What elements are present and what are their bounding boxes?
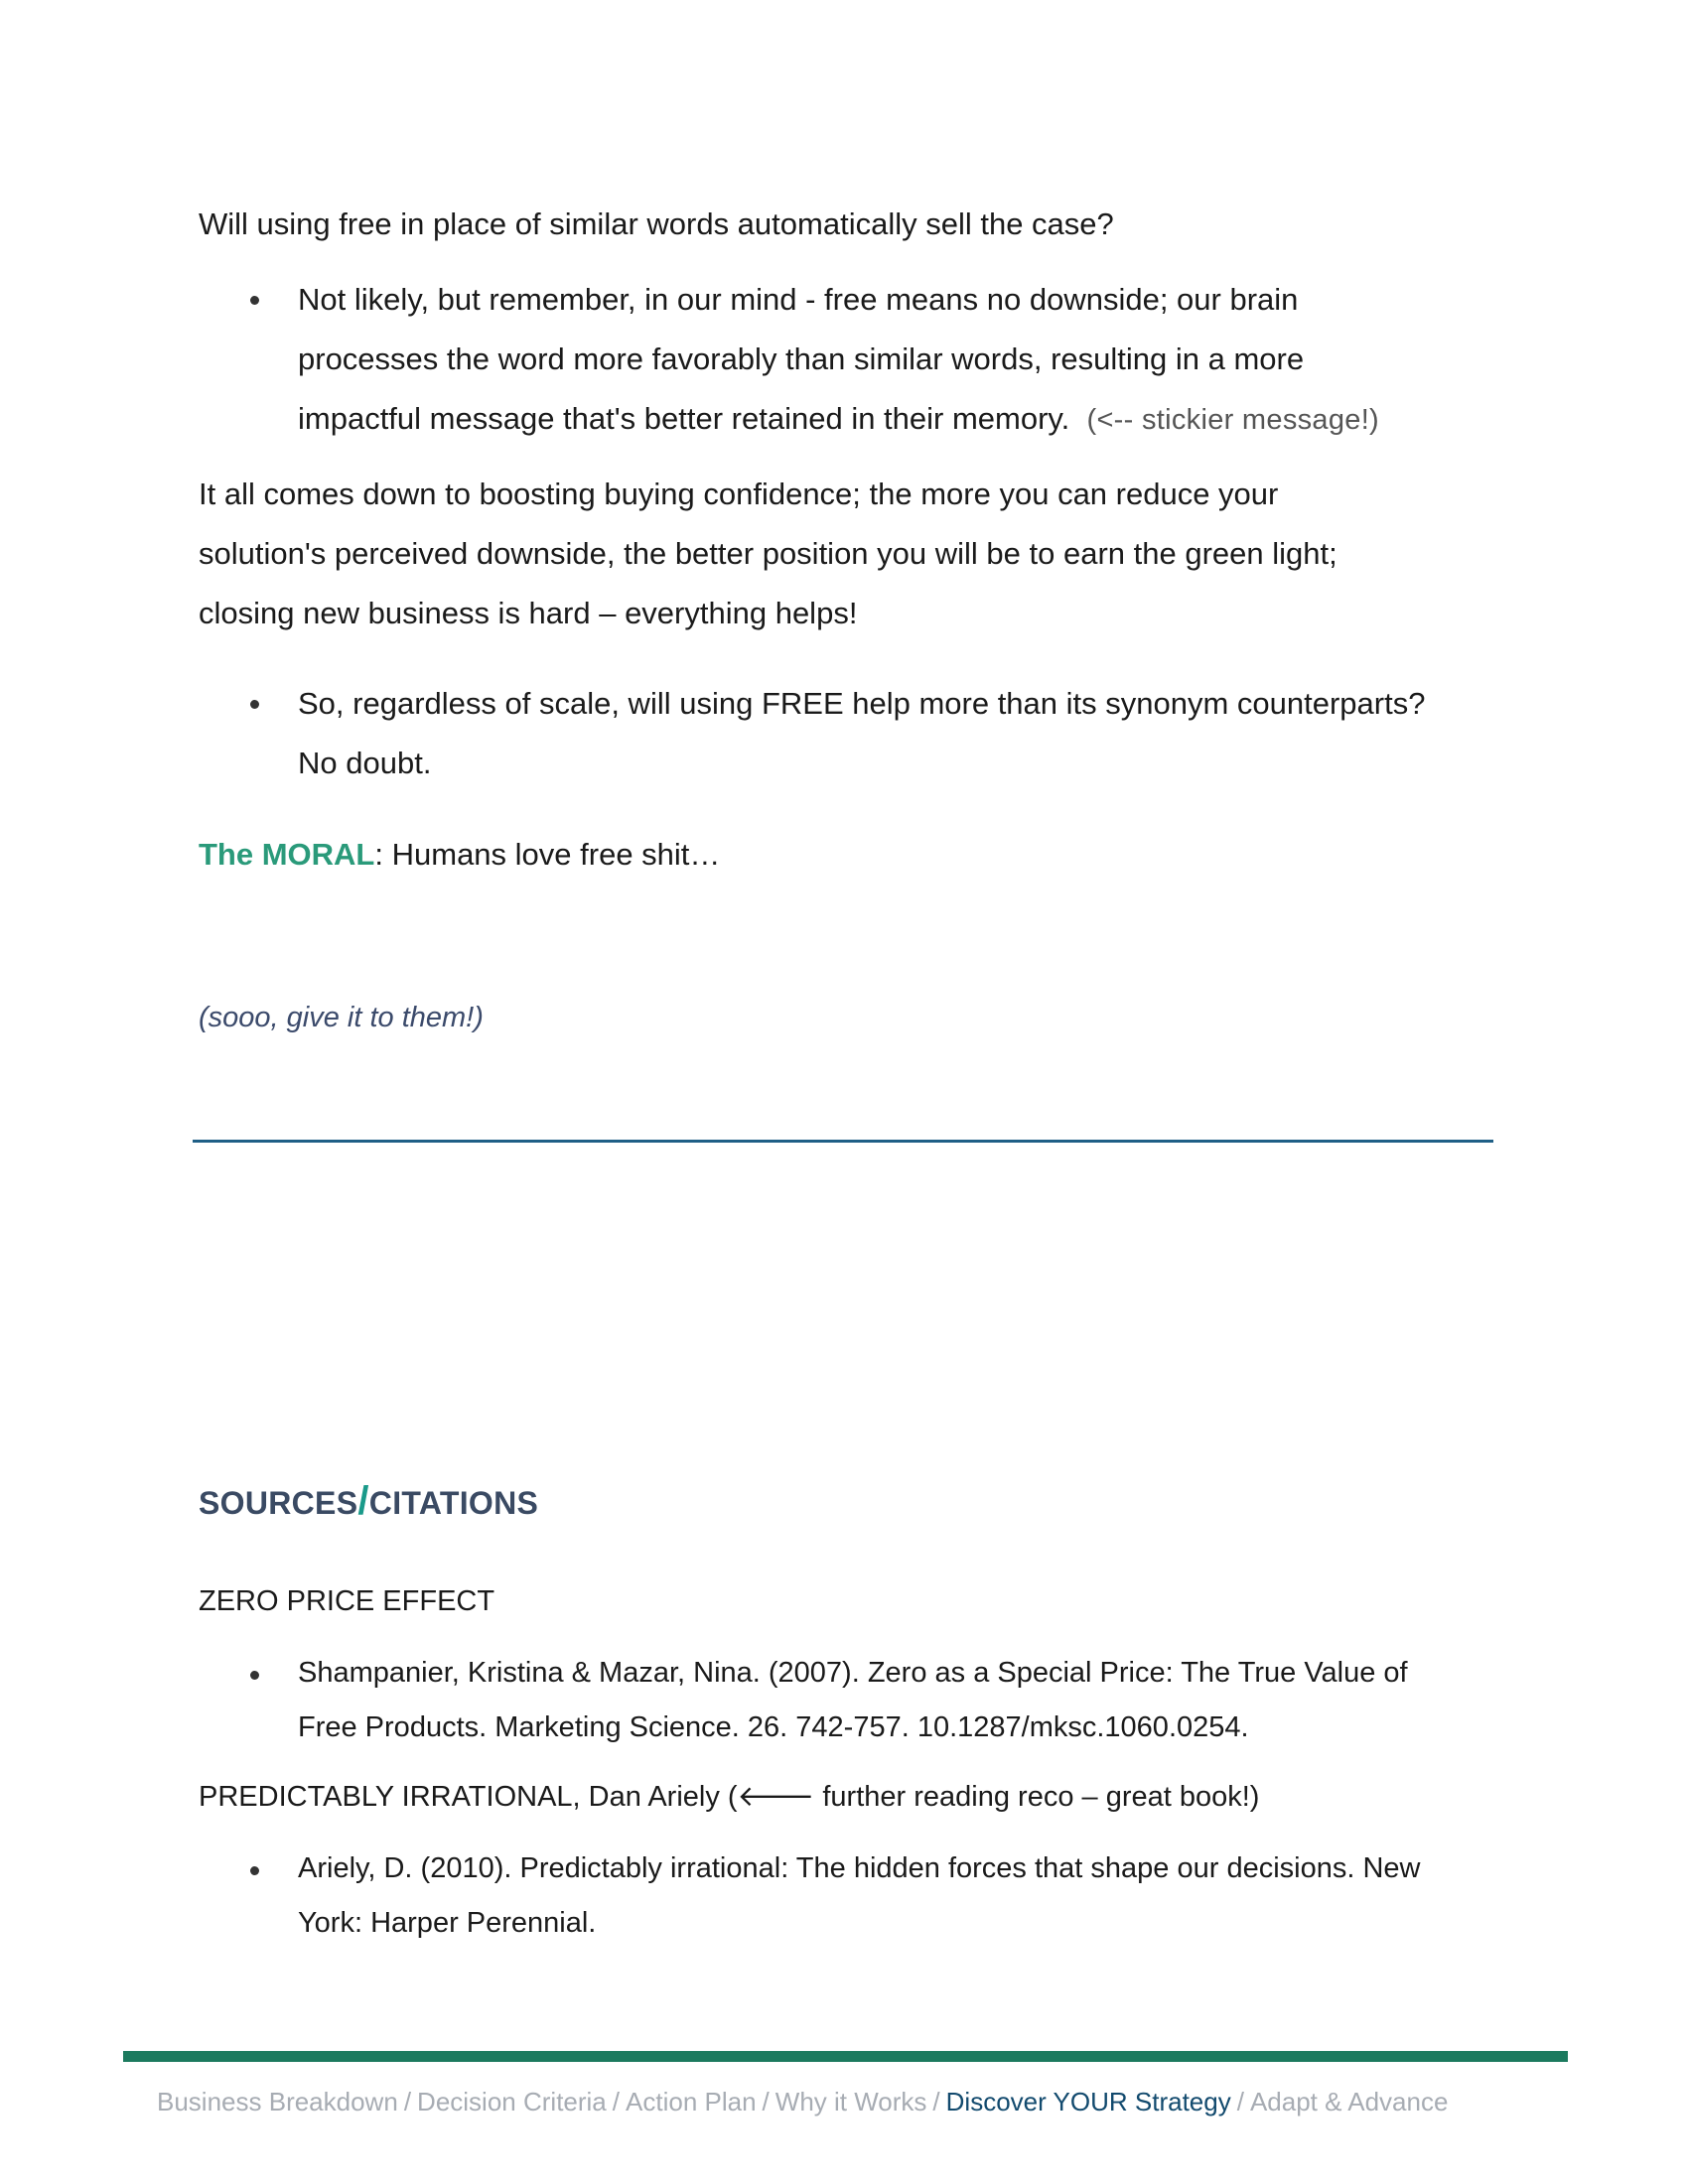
- footer-nav-discover-your-strategy[interactable]: Discover YOUR Strategy: [945, 2087, 1231, 2116]
- moral-text: Humans love free shit…: [383, 837, 721, 872]
- aside-note: (<-- stickier message!): [1086, 404, 1380, 436]
- paragraph-line: It all comes down to boosting buying confidence; the more you can reduce your: [199, 477, 1279, 511]
- moral-label: The MORAL: [199, 837, 375, 872]
- footer-nav-business-breakdown[interactable]: Business Breakdown: [157, 2087, 398, 2116]
- citation-bullet: [199, 1646, 1499, 1755]
- footer-nav-adapt-advance[interactable]: Adapt & Advance: [1249, 2087, 1449, 2116]
- bullet-line: [298, 389, 1499, 450]
- citation-line: Shampanier, Kristina & Mazar, Nina. (2007). Zero as a Special Price: The True Value of: [298, 1657, 1408, 1689]
- citation-line: York: Harper Perennial.: [298, 1907, 597, 1939]
- moral-line: [199, 825, 1499, 885]
- footer-nav-action-plan[interactable]: Action Plan: [626, 2087, 757, 2116]
- main-content: [199, 195, 1499, 1047]
- bullet-line: processes the word more favorably than similar words, resulting in a more: [298, 341, 1305, 376]
- bullet-icon: [250, 1671, 259, 1680]
- section-divider: [193, 1140, 1493, 1143]
- source-item: [199, 1574, 1499, 1755]
- sources-heading-left: SOURCES: [199, 1485, 358, 1521]
- breadcrumb-separator: /: [932, 2087, 940, 2116]
- bullet-item-free-help: [199, 674, 1499, 793]
- bullet-line: Not likely, but remember, in our mind - free means no downside; our brain: [298, 282, 1299, 317]
- bullet-item-free-meaning: [199, 270, 1499, 450]
- paragraph-line: solution's perceived downside, the better position you will be to earn the green light;: [199, 536, 1337, 571]
- sources-heading: [199, 1479, 538, 1524]
- footer-rule: [123, 2051, 1568, 2062]
- moral-colon: :: [374, 837, 383, 872]
- question-text: Will using free in place of similar words automatically sell the case?: [199, 206, 1114, 241]
- breadcrumb-separator: /: [403, 2087, 412, 2116]
- citation-line: Ariely, D. (2010). Predictably irrational: The hidden forces that shape our decisions. New: [298, 1852, 1421, 1884]
- breadcrumb-separator: /: [612, 2087, 621, 2116]
- confidence-paragraph: [199, 465, 1499, 643]
- source-title: ZERO PRICE EFFECT: [199, 1585, 495, 1617]
- breadcrumb-separator: /: [762, 2087, 770, 2116]
- citation-bullet: [199, 1842, 1499, 1951]
- paragraph-line: closing new business is hard – everything helps!: [199, 596, 858, 630]
- footer-breadcrumb: [157, 2087, 1567, 2117]
- citation-line: Free Products. Marketing Science. 26. 742-757. 10.1287/mksc.1060.0254.: [298, 1711, 1249, 1743]
- source-item: [199, 1770, 1499, 1951]
- sources-list: [199, 1574, 1499, 1951]
- footer-nav-why-it-works[interactable]: Why it Works: [774, 2087, 927, 2116]
- bullet-line-text: impactful message that's better retained in their memory.: [298, 401, 1070, 436]
- bullet-line: No doubt.: [298, 746, 432, 780]
- source-title: PREDICTABLY IRRATIONAL, Dan Ariely (🡐 further reading reco – great book!): [199, 1781, 1260, 1813]
- breadcrumb-separator: /: [1236, 2087, 1244, 2116]
- sources-heading-right: CITATIONS: [368, 1485, 539, 1521]
- bullet-icon: [250, 296, 259, 305]
- closing-note: (sooo, give it to them!): [199, 1002, 484, 1033]
- bullet-line: So, regardless of scale, will using FREE help more than its synonym counterparts?: [298, 686, 1426, 721]
- bullet-icon: [250, 700, 259, 709]
- footer-nav-decision-criteria[interactable]: Decision Criteria: [417, 2087, 607, 2116]
- bullet-icon: [250, 1866, 259, 1875]
- sources-heading-slash: /: [357, 1479, 369, 1523]
